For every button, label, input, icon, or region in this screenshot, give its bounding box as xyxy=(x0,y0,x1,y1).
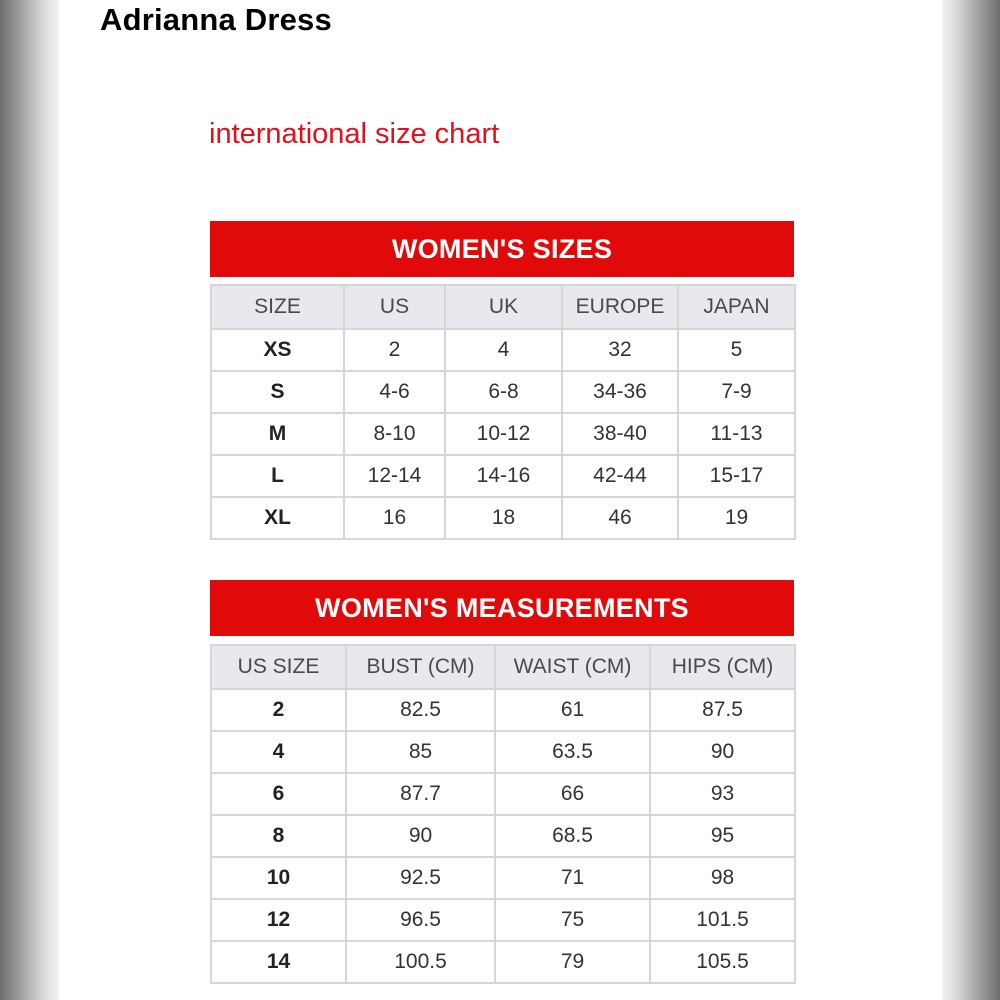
table-cell: 2 xyxy=(344,329,445,371)
table-cell: 96.5 xyxy=(346,899,495,941)
product-title: Adrianna Dress xyxy=(100,2,332,37)
womens-measurements-table xyxy=(210,644,796,984)
table-cell: 68.5 xyxy=(495,815,650,857)
chart-subtitle: international size chart xyxy=(209,118,500,150)
table-cell: 34-36 xyxy=(562,371,678,413)
table-cell: 100.5 xyxy=(346,941,495,983)
table-row xyxy=(211,857,795,899)
womens-sizes-table xyxy=(210,284,796,540)
table-cell: 105.5 xyxy=(650,941,795,983)
table-cell: 90 xyxy=(650,731,795,773)
column-header: US SIZE xyxy=(211,645,346,689)
table-cell: 61 xyxy=(495,689,650,731)
header-row xyxy=(211,645,795,689)
table-cell: XS xyxy=(211,329,344,371)
table-cell: 2 xyxy=(211,689,346,731)
table-cell: 92.5 xyxy=(346,857,495,899)
table-row xyxy=(211,689,795,731)
column-header: WAIST (CM) xyxy=(495,645,650,689)
table-cell: 12 xyxy=(211,899,346,941)
table-cell: 95 xyxy=(650,815,795,857)
womens-sizes-header: WOMEN'S SIZES xyxy=(210,221,794,277)
table-cell: 14-16 xyxy=(445,455,562,497)
column-header: JAPAN xyxy=(678,285,795,329)
table-cell: 101.5 xyxy=(650,899,795,941)
table-cell: 12-14 xyxy=(344,455,445,497)
table-cell: 71 xyxy=(495,857,650,899)
table-cell: 6 xyxy=(211,773,346,815)
table-cell: 63.5 xyxy=(495,731,650,773)
table-cell: 38-40 xyxy=(562,413,678,455)
table-cell: 93 xyxy=(650,773,795,815)
column-header: HIPS (CM) xyxy=(650,645,795,689)
table-cell: 87.7 xyxy=(346,773,495,815)
table-cell: 5 xyxy=(678,329,795,371)
table-cell: 14 xyxy=(211,941,346,983)
table-row xyxy=(211,899,795,941)
table-cell: 19 xyxy=(678,497,795,539)
table-cell: 8 xyxy=(211,815,346,857)
table-cell: 4 xyxy=(211,731,346,773)
table-cell: L xyxy=(211,455,344,497)
table-cell: 90 xyxy=(346,815,495,857)
table-cell: 85 xyxy=(346,731,495,773)
table-cell: 66 xyxy=(495,773,650,815)
table-cell: 32 xyxy=(562,329,678,371)
table-row xyxy=(211,329,795,371)
table-row xyxy=(211,413,795,455)
table-row xyxy=(211,497,795,539)
table-cell: 87.5 xyxy=(650,689,795,731)
table-cell: XL xyxy=(211,497,344,539)
table-cell: 46 xyxy=(562,497,678,539)
column-header: BUST (CM) xyxy=(346,645,495,689)
table-cell: 4-6 xyxy=(344,371,445,413)
table-cell: 10 xyxy=(211,857,346,899)
column-header: UK xyxy=(445,285,562,329)
page xyxy=(60,0,942,1000)
table-row xyxy=(211,815,795,857)
table-row xyxy=(211,455,795,497)
column-header: EUROPE xyxy=(562,285,678,329)
table-row xyxy=(211,941,795,983)
table-cell: 8-10 xyxy=(344,413,445,455)
table-cell: S xyxy=(211,371,344,413)
header-row xyxy=(211,285,795,329)
table-cell: 79 xyxy=(495,941,650,983)
table-cell: 15-17 xyxy=(678,455,795,497)
table-cell: 82.5 xyxy=(346,689,495,731)
table-cell: 10-12 xyxy=(445,413,562,455)
table-cell: 75 xyxy=(495,899,650,941)
table-cell: 18 xyxy=(445,497,562,539)
table-cell: 42-44 xyxy=(562,455,678,497)
table-cell: 98 xyxy=(650,857,795,899)
column-header: US xyxy=(344,285,445,329)
table-cell: 16 xyxy=(344,497,445,539)
table-row xyxy=(211,731,795,773)
table-row xyxy=(211,371,795,413)
table-cell: 4 xyxy=(445,329,562,371)
womens-measurements-header: WOMEN'S MEASUREMENTS xyxy=(210,580,794,636)
column-header: SIZE xyxy=(211,285,344,329)
table-cell: 11-13 xyxy=(678,413,795,455)
table-cell: M xyxy=(211,413,344,455)
table-cell: 6-8 xyxy=(445,371,562,413)
table-cell: 7-9 xyxy=(678,371,795,413)
table-row xyxy=(211,773,795,815)
